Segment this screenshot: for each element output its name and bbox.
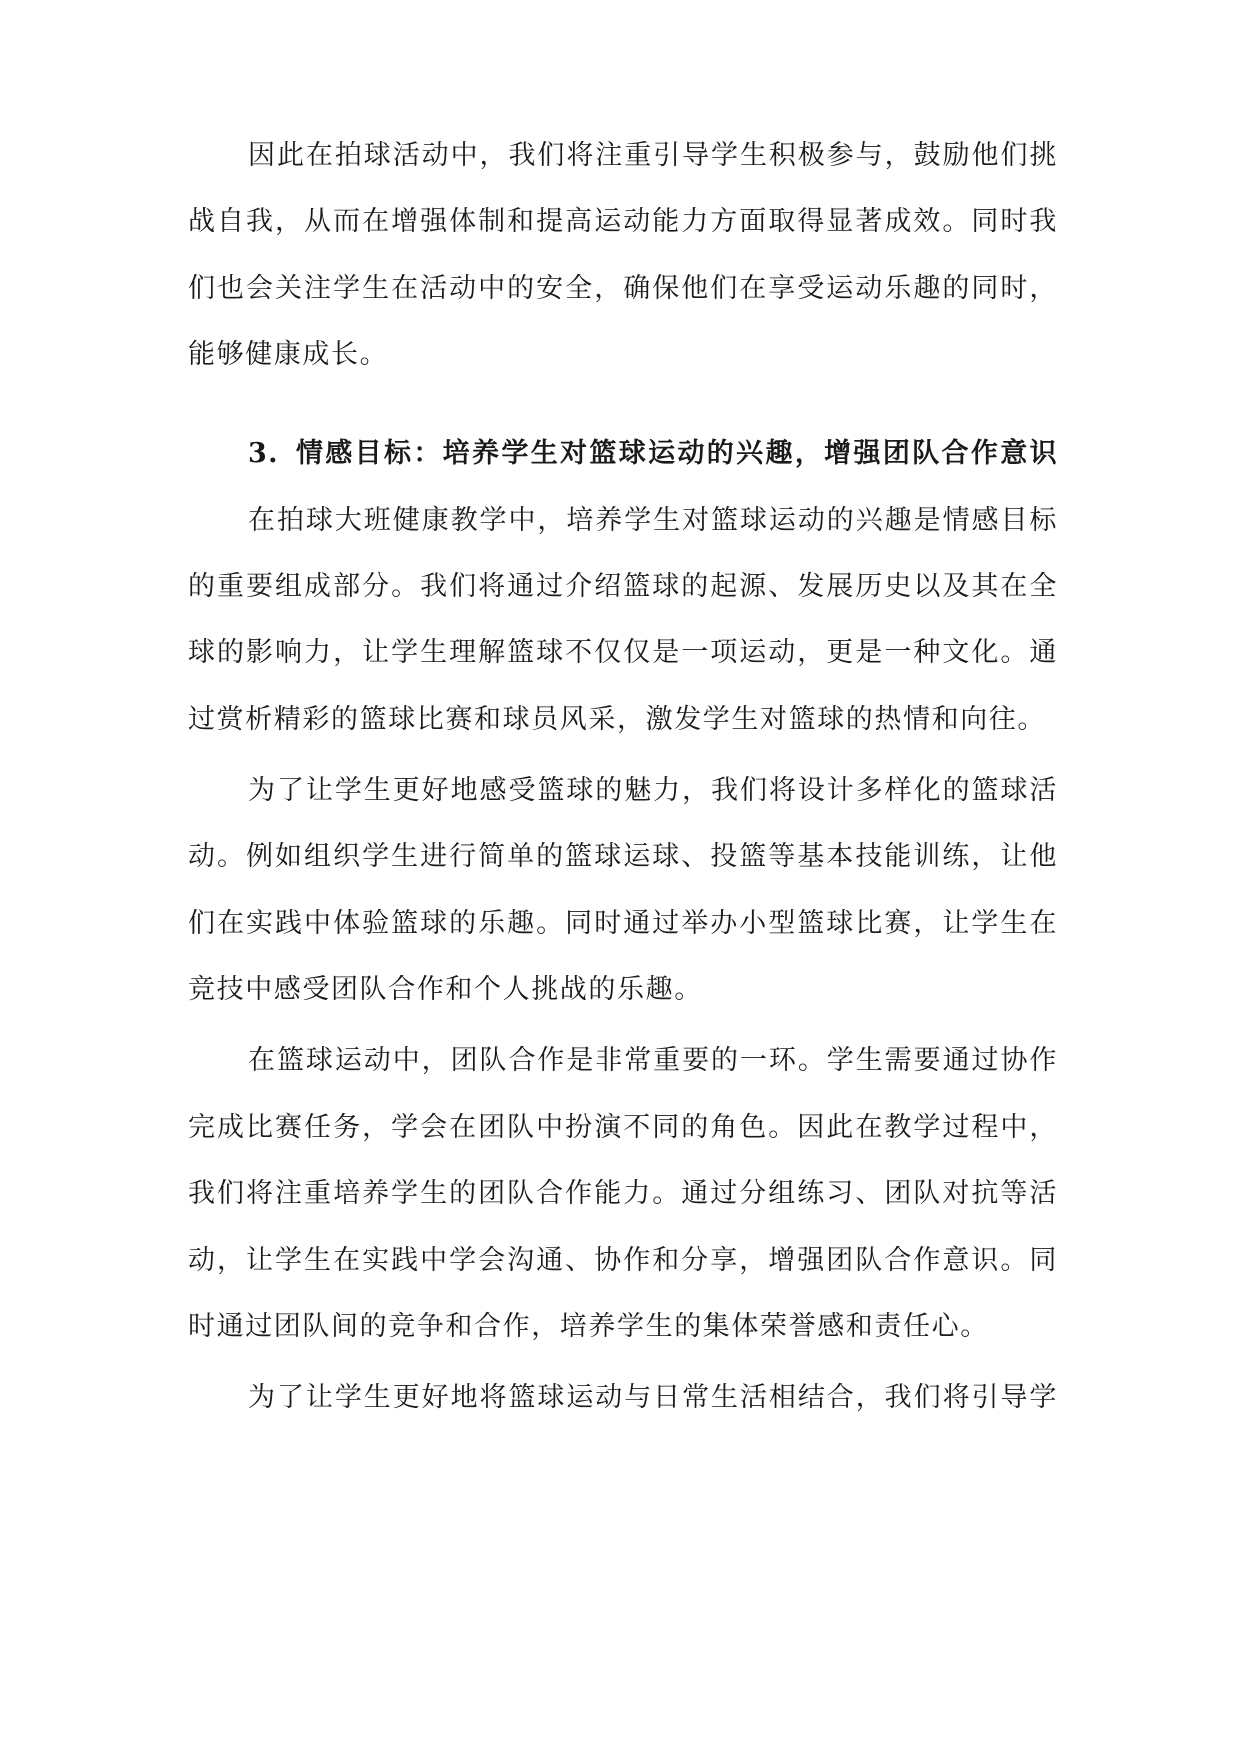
paragraph-2-line-3: 球的影响力，让学生理解篮球不仅仅是一项运动，更是一种文化。通 <box>188 637 1058 668</box>
paragraph-4-line-2: 完成比赛任务，学会在团队中扮演不同的角色。因此在教学过程中， <box>188 1112 1058 1143</box>
paragraph-4-line-5: 时通过团队间的竞争和合作，培养学生的集体荣誉感和责任心。 <box>188 1311 989 1342</box>
paragraph-5-line-1: 为了让学生更好地将篮球运动与日常生活相结合，我们将引导学 <box>248 1382 1058 1413</box>
paragraph-2-line-2: 的重要组成部分。我们将通过介绍篮球的起源、发展历史以及其在全 <box>188 571 1058 602</box>
paragraph-1-line-2: 战自我，从而在增强体制和提高运动能力方面取得显著成效。同时我 <box>188 206 1058 237</box>
paragraph-1-line-1: 因此在拍球活动中，我们将注重引导学生积极参与，鼓励他们挑 <box>248 140 1058 171</box>
paragraph-4-line-1: 在篮球运动中，团队合作是非常重要的一环。学生需要通过协作 <box>248 1045 1058 1076</box>
paragraph-4-line-3: 我们将注重培养学生的团队合作能力。通过分组练习、团队对抗等活 <box>188 1178 1058 1209</box>
section-heading-text: 情感目标：培养学生对篮球运动的兴趣，增强团队合作意识 <box>295 438 1058 469</box>
paragraph-3-line-2: 动。例如组织学生进行简单的篮球运球、投篮等基本技能训练，让他 <box>188 841 1058 872</box>
paragraph-2-line-1: 在拍球大班健康教学中，培养学生对篮球运动的兴趣是情感目标 <box>248 505 1058 536</box>
paragraph-3-line-1: 为了让学生更好地感受篮球的魅力，我们将设计多样化的篮球活 <box>248 775 1058 806</box>
paragraph-2-line-4: 过赏析精彩的篮球比赛和球员风采，激发学生对篮球的热情和向往。 <box>188 704 1046 735</box>
paragraph-3-line-3: 们在实践中体验篮球的乐趣。同时通过举办小型篮球比赛，让学生在 <box>188 908 1058 939</box>
paragraph-3-line-4: 竞技中感受团队合作和个人挑战的乐趣。 <box>188 974 703 1005</box>
section-heading <box>248 435 1058 473</box>
paragraph-4-line-4: 动，让学生在实践中学会沟通、协作和分享，增强团队合作意识。同 <box>188 1245 1058 1276</box>
paragraph-1-line-3: 们也会关注学生在活动中的安全，确保他们在享受运动乐趣的同时， <box>188 273 1058 304</box>
section-heading-number: 3. <box>248 438 279 469</box>
paragraph-1-line-4: 能够健康成长。 <box>188 339 389 370</box>
